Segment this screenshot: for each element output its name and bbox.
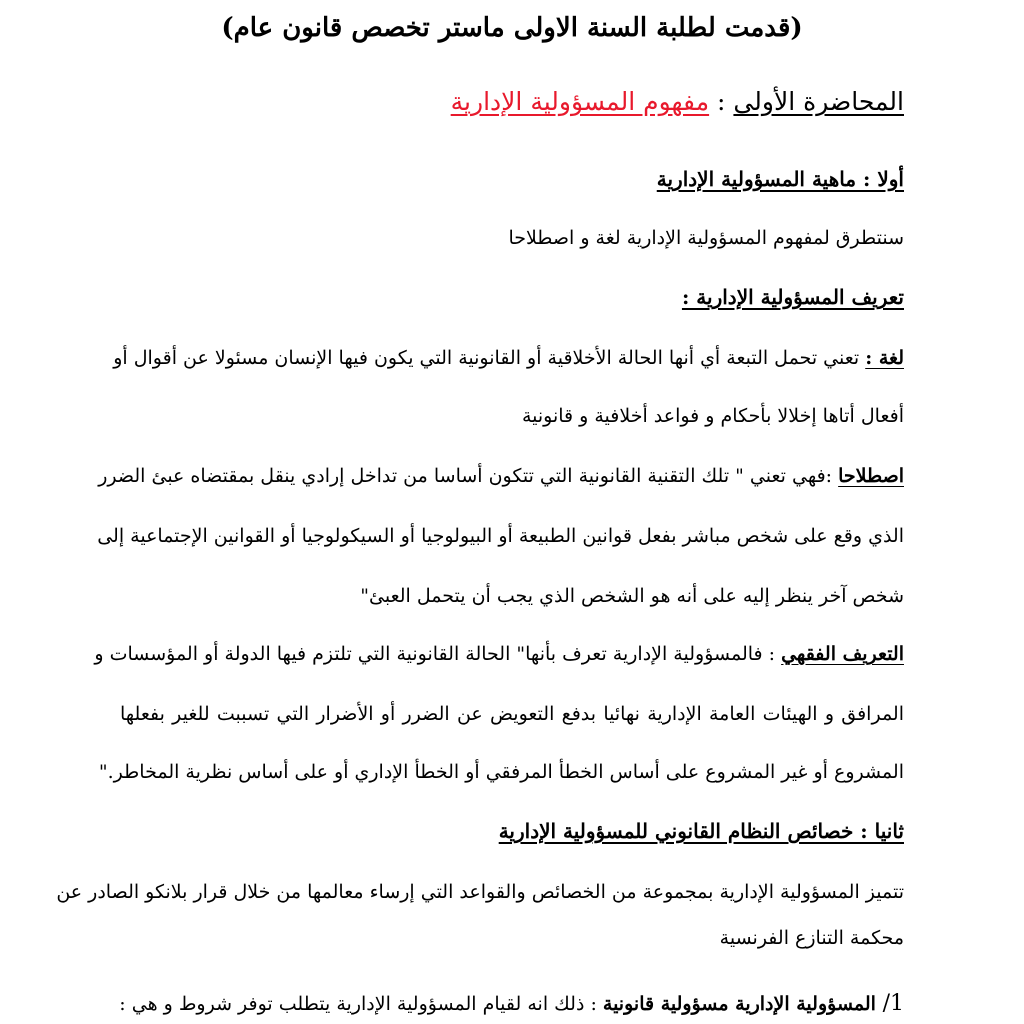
language-paragraph-line2: أفعال أتاها إخلالا بأحكام و فواعد أخلافية و قانونية — [521, 405, 904, 427]
section2-paragraph-line1: تتميز المسؤولية الإدارية بمجموعة من الخصائص والقواعد التي إرساء معالمها من خلال قرار بلانكو الصادر عن — [56, 881, 904, 903]
lecture-label: المحاضرة الأولى — [733, 87, 904, 116]
lecture-separator: : — [709, 87, 734, 116]
list-item-1-text: : ذلك انه لقيام المسؤولية الإدارية يتطلب توفر شروط و هي : — [119, 993, 603, 1015]
jurisprudence-label: التعريف الفقهي — [781, 643, 904, 665]
document-subtitle: (قدمت لطلبة السنة الاولى ماستر تخصص قانون عام) — [221, 13, 803, 43]
section1-heading — [120, 166, 904, 192]
language-label: لغة : — [865, 347, 904, 369]
terminology-text-line1: :فهي تعني " تلك التقنية القانونية التي تتكون أساسا من تداخل إرادي ينقل بمقتضاه عبئ الضرر — [98, 465, 839, 487]
section2-heading — [120, 818, 904, 844]
lecture-title: مفهوم المسؤولية الإدارية — [450, 87, 710, 116]
terminology-label: اصطلاحا — [838, 465, 904, 487]
lecture-heading — [120, 86, 904, 119]
language-paragraph-line1 — [113, 346, 904, 371]
terminology-paragraph-line2: الذي وقع على شخص مباشر بفعل قوانين الطبيعة أو البيولوجيا أو السيكولوجيا أو القوانين الإجتماعية إلى — [97, 525, 904, 547]
jurisprudence-paragraph-line2: المرافق و الهيئات العامة الإدارية نهائيا بدفع التعويض عن الضرر أو الأضرار التي تسببت للغير بفعلها — [120, 703, 904, 725]
list-item-1-label: المسؤولية الإدارية مسؤولية قانونية — [602, 993, 883, 1015]
jurisprudence-text-line1: : فالمسؤولية الإدارية تعرف بأنها" الحالة القانونية التي تلتزم فيها الدولة أو المؤسسات و — [94, 643, 782, 665]
list-item-1 — [120, 990, 904, 1019]
definition-heading — [120, 284, 904, 310]
section1-intro: سنتطرق لمفهوم المسؤولية الإدارية لغة و اصطلاحا — [508, 227, 904, 249]
section1-heading-text: أولا : ماهية المسؤولية الإدارية — [656, 167, 904, 191]
section2-heading-text: ثانيا : خصائص النظام القانوني للمسؤولية الإدارية — [498, 819, 904, 843]
terminology-paragraph-line1 — [98, 464, 904, 489]
section2-paragraph-line2: محكمة التنازع الفرنسية — [719, 927, 904, 949]
jurisprudence-paragraph-line1 — [94, 642, 904, 667]
language-text-line1: تعني تحمل التبعة أي أنها الحالة الأخلاقية أو القانونية التي يكون فيها الإنسان مسئولا عن أقوال أو — [113, 347, 866, 369]
list-item-1-number: 1/ — [882, 991, 904, 1016]
terminology-paragraph-line3: شخص آخر ينظر إليه على أنه هو الشخص الذي يجب أن يتحمل العبئ" — [360, 585, 904, 607]
jurisprudence-paragraph-line3: المشروع أو غير المشروع على أساس الخطأ المرفقي أو الخطأ الإداري أو على أساس نظرية المخاطر." — [98, 761, 904, 783]
definition-heading-text: تعريف المسؤولية الإدارية : — [681, 285, 904, 309]
